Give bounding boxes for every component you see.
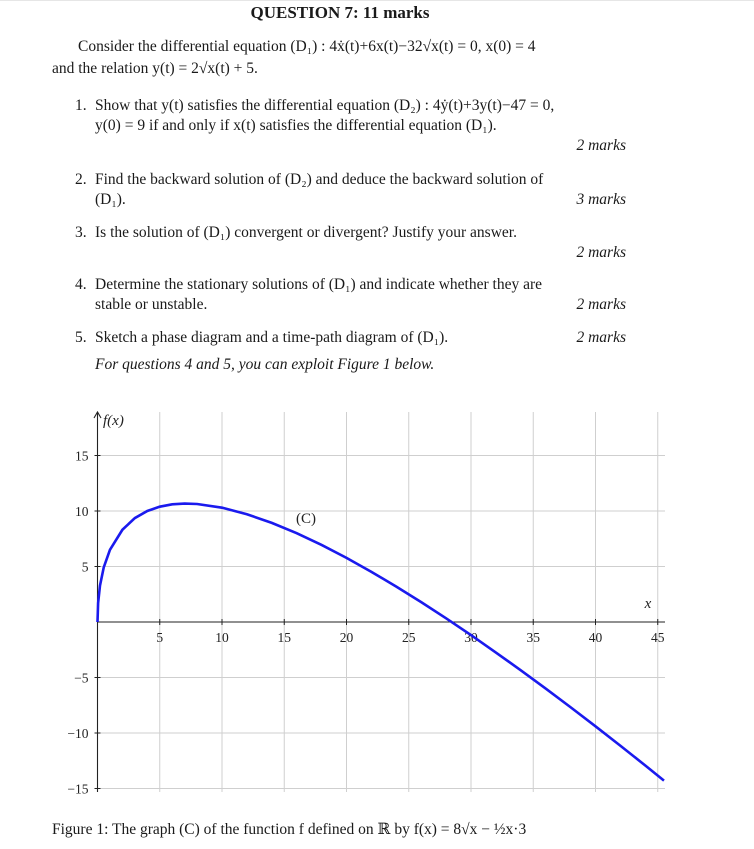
- item-4-line-1: Determine the stationary solutions of (D₁) and indicate whether they are: [95, 276, 543, 293]
- item-2-number: 2.: [75, 171, 87, 188]
- item-1-line-2: y(0) = 9 if and only if x(t) satisfies the differential equation (D₁).: [95, 117, 497, 134]
- intro-line-2: and the relation y(t) = 2√x(t) + 5.: [52, 60, 258, 77]
- x-axis-label: x: [644, 596, 652, 612]
- y-tick-label: −15: [67, 781, 89, 797]
- item-1-marks: 2 marks: [576, 137, 626, 154]
- chart-axes: [94, 412, 665, 792]
- x-tick-label: 40: [588, 630, 603, 645]
- item-2-line-1: Find the backward solution of (D₂) and deduce the backward solution of: [95, 171, 544, 188]
- item-3-marks: 2 marks: [576, 244, 626, 261]
- item-2-line-2: (D₁).: [95, 191, 126, 208]
- item-2-marks: 3 marks: [576, 191, 626, 208]
- x-tick-label: 30: [464, 630, 478, 645]
- y-tick-label: 5: [81, 559, 89, 575]
- item-4-marks: 2 marks: [576, 296, 626, 313]
- question-title: QUESTION 7: 11 marks: [250, 3, 430, 22]
- item-1-number: 1.: [75, 97, 87, 114]
- curve-c: [98, 504, 664, 781]
- item-3-number: 3.: [75, 224, 87, 241]
- y-axis-label: f(x): [103, 413, 124, 429]
- curve-label: (C): [296, 511, 316, 527]
- figure-hint: For questions 4 and 5, you can exploit Figure 1 below.: [95, 356, 435, 373]
- x-tick-label: 35: [526, 630, 540, 645]
- y-tick-label: −5: [74, 670, 89, 686]
- item-4-line-2: stable or unstable.: [95, 296, 208, 313]
- figure-caption: Figure 1: The graph (C) of the function f defined on ℝ by f(x) = 8√x − ½x·3: [52, 821, 527, 838]
- item-5-number: 5.: [75, 329, 87, 346]
- x-tick-label: 25: [402, 630, 416, 645]
- x-tick-label: 15: [277, 630, 291, 645]
- x-tick-label: 45: [651, 630, 665, 645]
- item-4-number: 4.: [75, 276, 87, 293]
- x-tick-label: 20: [339, 630, 354, 645]
- y-tick-label: 15: [75, 448, 89, 464]
- item-1-line-1: Show that y(t) satisfies the differential equation (D₂) : 4ẏ(t)+3y(t)−47 = 0,: [95, 97, 555, 114]
- y-tick-label: −10: [67, 726, 89, 741]
- item-5-line-1: Sketch a phase diagram and a time-path diagram of (D₁).: [95, 329, 449, 346]
- intro-line-1: Consider the differential equation (D₁) : 4ẋ(t)+6x(t)−32√x(t) = 0, x(0) = 4: [78, 38, 536, 55]
- x-tick-label: 5: [156, 630, 164, 645]
- x-tick-label: 10: [215, 630, 229, 645]
- item-5-marks: 2 marks: [576, 329, 626, 346]
- y-tick-label: 10: [75, 504, 89, 519]
- chart-grid: [98, 412, 666, 792]
- item-3-line-1: Is the solution of (D₁) convergent or divergent? Justify your answer.: [95, 224, 517, 241]
